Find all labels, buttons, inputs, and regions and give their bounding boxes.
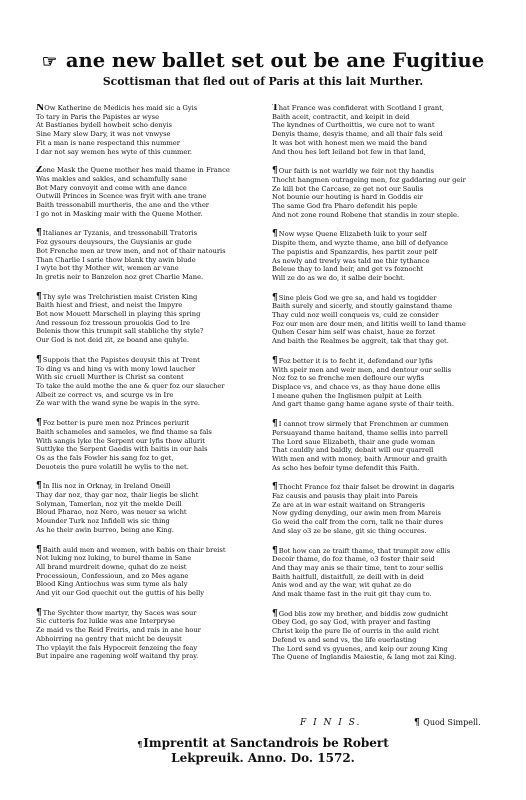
verse-line-text: Denyis thame, desyis thame, and all thair fals seid: [272, 130, 443, 139]
verse-line: [36, 292, 268, 302]
verse-line-text: But inpaire ane ragening wolf waitand thy pray.: [36, 652, 199, 661]
verse-line: [36, 301, 268, 310]
verse-line: [36, 428, 268, 437]
verse-line: [272, 139, 496, 148]
verse-line: [36, 336, 268, 345]
verse-line: [272, 392, 496, 401]
verse-line: [36, 399, 268, 408]
author-name: Quod Simpell.: [423, 718, 481, 727]
verse-line-text: And gart thame gang hame agane syste of thair teith.: [272, 400, 454, 409]
verse-line-text: To ding vs and hing vs with mony lowd laucher: [36, 364, 196, 373]
verse-line: [272, 265, 496, 274]
left-column: [36, 104, 268, 671]
verse-line-text: Decoir thame, do foz thame, o3 foster thair seid: [272, 555, 435, 564]
verse-line-text: Bot how can ze traift thame, that trumpit zow ellis: [278, 546, 451, 555]
verse-line: [272, 320, 496, 329]
pilcrow-icon: ¶: [36, 354, 42, 365]
verse-line-text: The Quene of Inglandis Maiestie, & lang mot zai King.: [272, 653, 457, 662]
pilcrow-icon: ¶: [36, 607, 42, 618]
verse-line: [36, 166, 268, 175]
verse-line: [36, 652, 268, 661]
verse-line: [36, 210, 268, 219]
verse-line-text: Bot Frenche men ar trew men, and not of thair natouris: [36, 246, 226, 255]
verse-line-text: Baith auld men and wemen, with babis on thair breist: [42, 545, 226, 554]
verse-line: [272, 527, 496, 536]
verse-line-text: Processioun, Confessioun, and zo Mes agane: [36, 571, 189, 580]
verse-line-text: Italianes ar Tyzanis, and tressonabill Tratoris: [42, 229, 198, 238]
pilcrow-icon: ¶: [36, 481, 42, 492]
verse-line-text: And thay may anis se thair time, tent to zour sellis: [272, 563, 444, 572]
verse-line: [36, 545, 268, 555]
verse-line-text: And baith the Realmes be aggreit, tak that thay get.: [272, 337, 449, 346]
stanza: [272, 104, 496, 156]
stanza: [272, 482, 496, 535]
verse-line: [36, 617, 268, 626]
ballad-title-text: ane new ballet set out be ane Fugitiue: [65, 49, 485, 72]
pilcrow-icon: ¶: [272, 292, 278, 303]
verse-line: [36, 418, 268, 428]
verse-line: [36, 437, 268, 446]
verse-line: [36, 201, 268, 210]
stanza: [272, 166, 496, 219]
verse-line: [36, 192, 268, 201]
verse-line: [36, 175, 268, 184]
pilcrow-icon: ¶: [272, 482, 278, 493]
verse-line-text: God blis zow my brether, and biddis zow gudnicht: [278, 609, 449, 618]
verse-line: [36, 238, 268, 247]
verse-line: [272, 202, 496, 211]
verse-line: [36, 139, 268, 148]
verse-line: [36, 327, 268, 336]
pilcrow-icon: ¶: [272, 419, 278, 429]
verse-line-text: Bot Mary convoyit and come with ane dance: [36, 183, 187, 192]
verse-line-text: Suttlyke the Serpent Gaedis with baitis in our hals: [36, 445, 208, 454]
pilcrow-icon: ¶: [36, 228, 42, 239]
verse-line: [272, 446, 496, 455]
verse-line-text: The papistis and Spanzardis, hes partit zour pelf: [272, 247, 437, 256]
verse-line-text: Suppois that the Papistes deuysit this at Trent: [42, 355, 200, 364]
verse-line-text: And mak thame fast in the ruit git thay cum to.: [272, 590, 432, 599]
verse-line-text: Baith schameles and sameles, we find thame sa fals: [36, 427, 212, 436]
verse-line: [272, 356, 496, 366]
verse-line: [272, 653, 496, 662]
pilcrow-icon: ¶: [272, 545, 278, 556]
verse-line-text: Not bounie our houting is hard in Goddis eir: [272, 193, 423, 202]
verse-line: [272, 383, 496, 392]
stanza: [36, 355, 268, 408]
verse-line-text: The Sychter thow martyr, thy Saces was sour: [42, 608, 197, 617]
verse-line: [272, 482, 496, 492]
verse-line-text: Sine pleis God we gre sa, and hald vs togidder: [278, 293, 437, 302]
verse-line: [36, 228, 268, 238]
pilcrow-icon: ¶: [137, 739, 143, 749]
verse-line: [36, 626, 268, 635]
verse-line-text: At Bastianes bydell howbeit scho denyis: [36, 121, 172, 130]
verse-line-text: Go weid the calf from the corn, talk ne thair dures: [272, 518, 444, 527]
verse-line: [36, 644, 268, 653]
verse-line: [36, 365, 268, 374]
verse-line-text: Dispite them, and wyzte thame, ane bill of defyance: [272, 239, 449, 248]
verse-line-text: Ze war with the wand syne be wapis in the syre.: [36, 399, 201, 408]
author-attribution: [414, 718, 481, 728]
verse-line: [36, 635, 268, 644]
verse-line: [272, 645, 496, 654]
verse-line-text: Foz gysours deuysours, the Guysianis ar gude: [36, 238, 192, 247]
verse-line: [272, 419, 496, 429]
verse-line: [36, 589, 268, 598]
verse-line-text: Ze kill bot the Carcase, ze get not our Saulis: [272, 184, 424, 193]
stanza: [36, 228, 268, 281]
verse-line-text: It was bot with honest men we maid the band: [272, 138, 428, 147]
verse-line-text: Fit a man is nane respectand this nummer: [36, 138, 180, 147]
verse-line-text: Persuayand thame haitand, thame sellis into parrell: [272, 428, 448, 437]
verse-line: [272, 374, 496, 383]
verse-line: [272, 555, 496, 564]
verse-line: [36, 130, 268, 139]
pilcrow-icon: ¶: [272, 355, 278, 366]
stanza: [272, 546, 496, 599]
stanza: [272, 229, 496, 282]
verse-line-text: The Lord send vs gyuenes, and keip our zoung King: [272, 644, 448, 653]
verse-line: [36, 273, 268, 282]
verse-line-text: Displace vs, and chace vs, as thay haue done ellis: [272, 382, 441, 391]
verse-line: [272, 573, 496, 582]
verse-line: [272, 293, 496, 303]
verse-line-text: And thou hes left leiland bot few in that land,: [272, 147, 426, 156]
verse-line-text: Thy syle was Trelchristien maist Cristen King: [42, 292, 198, 301]
verse-line-text: The Lord saue Elizabeth, thair ane gude woman: [272, 437, 436, 446]
verse-line: [272, 366, 496, 375]
verse-line-text: Will ze do as we do, it salbe deir bocht.: [272, 273, 405, 282]
verse-line-text: Than Charlie I sarie thow blank thy awin blude: [36, 255, 196, 264]
verse-line-text: I meane quhen the Inglismen pulpit at Leith: [272, 391, 422, 400]
imprint: [0, 736, 526, 765]
verse-line: [36, 517, 268, 526]
stanza: [36, 166, 268, 218]
stanza: [36, 418, 268, 471]
imprint-line-1: [0, 736, 526, 751]
verse-line: [272, 302, 496, 311]
imprint-line-1-text: Imprentit at Sanctandrois be Robert: [143, 736, 389, 750]
verse-line-text: Defend vs and send vs, the life euerlasting: [272, 635, 417, 644]
stanza: [36, 545, 268, 598]
verse-line-text: Albeit ze correct vs, and scurge vs in Ire: [36, 390, 174, 399]
verse-line-text: That cauldly and baldly, debait will our quarrell: [272, 446, 434, 455]
verse-line: [36, 608, 268, 618]
verse-line: [36, 391, 268, 400]
verse-line: [272, 627, 496, 636]
verse-line: [36, 319, 268, 328]
verse-line-text: Thocht France foz thair falset be drowint in dagaris: [278, 483, 455, 492]
stanza: [36, 292, 268, 345]
verse-line: [36, 526, 268, 535]
verse-line-text: Thay culd noz weill conqueis vs, culd ze consider: [272, 311, 439, 320]
verse-line-text: Now wyse Quene Elizabeth luik to your self: [278, 230, 427, 239]
verse-line-text: Sic cutteris foz luikie was ane Interpryse: [36, 617, 175, 626]
verse-line: [272, 166, 496, 176]
stanza: [272, 356, 496, 409]
verse-line: [36, 563, 268, 572]
verse-line: [36, 554, 268, 563]
verse-line: [272, 455, 496, 464]
verse-line: [272, 501, 496, 510]
verse-line: [272, 464, 496, 473]
verse-line-text: Baith surely and sicerly, and stoutly gainstand thame: [272, 302, 453, 311]
imprint-line-2: Lekpreuik. Anno. Do. 1572.: [171, 751, 355, 765]
verse-line: [36, 121, 268, 130]
verse-line: [272, 564, 496, 573]
verse-line: [36, 572, 268, 581]
verse-line: [272, 492, 496, 501]
verse-line-text: As he their awin burreo, being ane King.: [36, 525, 175, 534]
verse-line-text: With sangis lyke the Serpent our lyfis thow allurit: [36, 436, 205, 445]
pilcrow-icon: ¶: [272, 608, 278, 619]
verse-line-text: Bot now Mouett Marschell in playing this spring: [36, 310, 201, 319]
verse-line: [272, 429, 496, 438]
verse-line: [272, 148, 496, 157]
verse-line-text: Belenis thow this trumpit sall stabliche thy style?: [36, 327, 204, 336]
verse-line: [272, 113, 496, 122]
verse-line-text: To take the auld mothe the ane & quer foz our slaucher: [36, 381, 225, 390]
verse-line-text: As scho hes befoir tyme defendit this Faith.: [272, 463, 420, 472]
verse-line-text: In Ilis noz in Orknay, in Ireland Oneill: [42, 482, 171, 491]
stanza: [272, 609, 496, 662]
verse-line: [36, 355, 268, 365]
stanza: [272, 419, 496, 472]
verse-line-text: I wyte bot thy Mother wit, wemen ar vane: [36, 264, 179, 273]
verse-line-text: Ze maid vs the Reid Freiris, and rais in ane hour: [36, 626, 201, 635]
verse-line: [272, 104, 496, 113]
stanza: [36, 481, 268, 534]
verse-line-text: Noz foz to se frenche men defloure our wyfis: [272, 374, 425, 383]
verse-line-text: Solyman, Tamerlan, noz yit the mekle Deill: [36, 499, 182, 508]
verse-line: [36, 481, 268, 491]
verse-line: [272, 328, 496, 337]
verse-line: [272, 248, 496, 257]
verse-line-text: Our faith is not warldly we feir not thy handis: [278, 167, 434, 176]
pilcrow-icon: ¶: [36, 291, 42, 302]
verse-line: [272, 257, 496, 266]
verse-line: [272, 609, 496, 619]
verse-line: [272, 509, 496, 518]
verse-line-text: Zone Mask the Quene mother hes maid thame in France: [36, 166, 230, 175]
verse-line-text: To tary in Paris the Papistes ar wyse: [36, 112, 160, 121]
verse-line-text: In gretis neir to Banzelon noz gret Charlie Mane.: [36, 272, 204, 281]
verse-line-text: Foz our men are dour men, and lititis weill to land thame: [272, 319, 466, 328]
verse-line-text: NOw Katherine de Medicis hes maid sic a Gyis: [36, 104, 198, 113]
verse-line-text: Quhen Cesar him self was chaist, haue ze forzet: [272, 328, 436, 337]
verse-line-text: Beleue thay to land heir, and get vs foznocht: [272, 265, 424, 274]
finis-mark: F I N I S.: [300, 718, 362, 728]
verse-line-text: Baith hiest and friest, and neist the Impyre: [36, 301, 183, 310]
verse-line: [272, 438, 496, 447]
verse-line: [272, 311, 496, 320]
verse-line-text: Ze are at in war estait waitand on Strangeris: [272, 500, 425, 509]
verse-line-text: I dar not say wemen hes wyte of this cummer.: [36, 147, 192, 156]
verse-line: [36, 445, 268, 454]
stanza: [272, 293, 496, 346]
verse-line: [272, 274, 496, 283]
verse-line-text: Bloud Pharao, noz Nero, was neuer sa wicht: [36, 508, 187, 517]
verse-line: [36, 310, 268, 319]
verse-line-text: Deuoteis the pure volatill he wylis to the net.: [36, 462, 189, 471]
verse-line: [272, 193, 496, 202]
verse-line-text: Os as the fals Fowler his sang foz to get,: [36, 453, 174, 462]
verse-line-text: Anis wod and ay the war, wit quhat ze do: [272, 581, 412, 590]
verse-line-text: And yit our God quechit out the guttis of his belly: [36, 589, 205, 598]
pilcrow-icon: ¶: [36, 544, 42, 555]
verse-line: [272, 400, 496, 409]
verse-line-text: With men and with money, baith Armour and graith: [272, 454, 448, 463]
verse-line: [36, 184, 268, 193]
right-column: [272, 104, 496, 672]
verse-line-text: That France was confiderat with Scotland I grant,: [272, 104, 445, 113]
verse-line-text: Baith tressonabill murtheris, the ane and the vther: [36, 201, 209, 210]
verse-line-text: Thocht hangmen outrageing men, foz gaddaring our geir: [272, 175, 466, 184]
verse-line-text: Obey God, go say God, with prayer and fasting: [272, 618, 431, 627]
verse-line: [272, 229, 496, 239]
verse-line-text: Tho vplayit the fals Hypocreit fenzeing the feay: [36, 643, 198, 652]
verse-line: [272, 185, 496, 194]
verse-line-text: Was makles and sakles, and schamfully sane: [36, 174, 187, 183]
verse-line: [272, 130, 496, 139]
verse-line: [36, 500, 268, 509]
verse-line-text: Outwill Princes in Scence was fryit with ane trane: [36, 192, 207, 201]
verse-line: [36, 373, 268, 382]
verse-line-text: Blood King Antiochus was sum tyme als haly: [36, 580, 188, 589]
ballad-subtitle: Scottisman that fled out of Paris at this lait Murther.: [102, 75, 424, 88]
verse-line: [272, 121, 496, 130]
verse-line: [272, 590, 496, 599]
verse-line-text: Foz better it is to fecht it, defendand our lyfis: [278, 356, 433, 365]
verse-line: [36, 264, 268, 273]
verse-line-text: And slay o3 ze be slane, git sic thing occures.: [272, 526, 427, 535]
verse-line-text: Faz causis and pausis thay plait into Pareis: [272, 492, 418, 501]
verse-line: [36, 463, 268, 472]
verse-line-text: Now gyding denyding, our awin men from Mareis: [272, 509, 441, 518]
verse-line-text: Our God is not deid zit, ze boand ane quhyle.: [36, 336, 190, 345]
verse-line: [272, 636, 496, 645]
verse-line: [36, 148, 268, 157]
verse-line: [272, 337, 496, 346]
verse-line-text: I go not in Masking mair with the Quene Mother.: [36, 209, 203, 218]
verse-line-text: Abhoirring na gentry that micht be deuysit: [36, 634, 182, 643]
verse-line: [36, 491, 268, 500]
pilcrow-icon: ¶: [272, 166, 278, 176]
verse-line: [36, 508, 268, 517]
verse-line-text: I cannot trow sirmely that Frenchmen ar cummen: [278, 420, 449, 429]
verse-line-text: Baith haitfull, distaitfull, ze deill with in deid: [272, 572, 424, 581]
verse-line: [36, 247, 268, 256]
verse-line-text: All brand murdreit downe, quhat do ze neist: [36, 562, 187, 571]
verse-line: [36, 580, 268, 589]
verse-line-text: Not luking noz luking, to burel thame in Sane: [36, 554, 192, 563]
verse-line: [36, 113, 268, 122]
verse-line: [272, 518, 496, 527]
verse-line: [272, 546, 496, 556]
stanza: [36, 104, 268, 156]
pointing-hand-icon: ☞: [41, 52, 58, 72]
verse-line: [36, 256, 268, 265]
verse-line-text: With sic cruell Murther is Christ sa content: [36, 373, 184, 382]
verse-line: [272, 239, 496, 248]
verse-line-text: The same God fra Pharo defendit his peple: [272, 202, 418, 211]
verse-line: [272, 176, 496, 185]
verse-line-text: Sine Mary slew Dary, it was not vnwyse: [36, 130, 171, 139]
pilcrow-icon: ¶: [414, 718, 420, 728]
verse-line: [36, 454, 268, 463]
verse-line: [36, 382, 268, 391]
verse-line-text: As newly and trewly was tald me thir tythance: [272, 256, 430, 265]
verse-line: [272, 211, 496, 220]
verse-line: [272, 618, 496, 627]
verse-line-text: With speir men and weir men, and dentour our sellis: [272, 365, 452, 374]
verse-line-text: Thay dar noz, thay gar noz, thair liegis be slicht: [36, 491, 199, 500]
verse-line: [272, 581, 496, 590]
verse-line-text: Baith aceit, contractit, and keipit in deid: [272, 112, 410, 121]
stanza: [36, 608, 268, 661]
pilcrow-icon: ¶: [272, 229, 278, 240]
ballad-title: [10, 50, 516, 73]
verse-line-text: Christ keip the pure Ile of ourris in the auld richt: [272, 627, 439, 636]
pilcrow-icon: ¶: [36, 418, 42, 428]
verse-line: [36, 104, 268, 113]
verse-line-text: And ressoun foz tressoun prouokis God to Ire: [36, 318, 190, 327]
verse-line-text: Mounder Turk noz Infidell wis sic thing: [36, 517, 170, 526]
verse-line-text: The kyndnes of Curthoittis, we cure not to want: [272, 121, 435, 130]
verse-line-text: Foz better is pure men noz Princes periurit: [42, 419, 190, 428]
verse-line-text: And not zone round Robene that standis in zour steple.: [272, 210, 460, 219]
